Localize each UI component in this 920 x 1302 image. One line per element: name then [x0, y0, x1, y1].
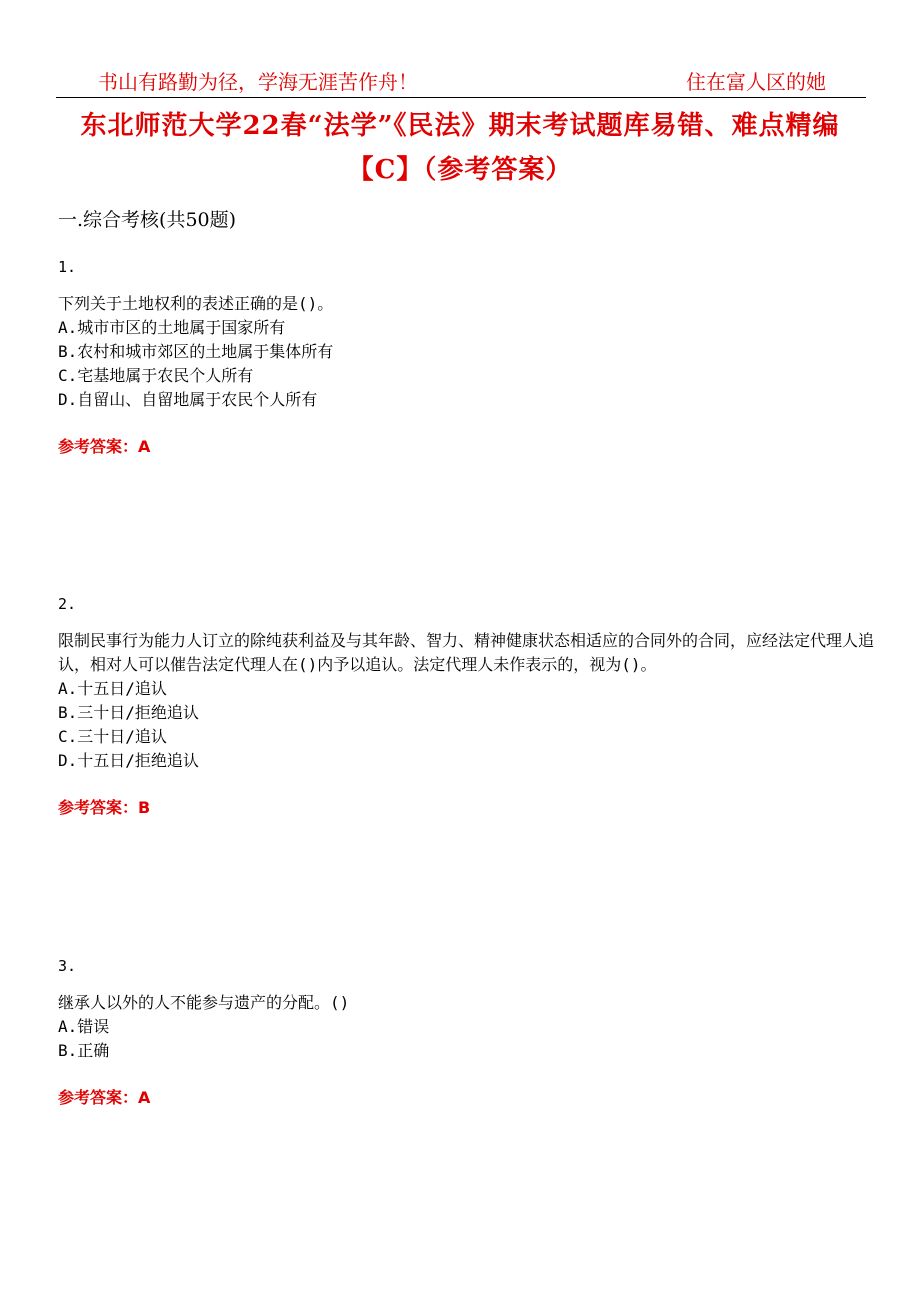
option-d: D.十五日/拒绝追认 [58, 751, 199, 770]
header-motto-left: 书山有路勤为径，学海无涯苦作舟！ [98, 70, 418, 94]
header-divider [56, 97, 866, 98]
answer-line [58, 434, 888, 457]
question-3 [58, 955, 888, 1108]
question-number: 3. [58, 957, 77, 975]
option-b: B.三十日/拒绝追认 [58, 703, 199, 722]
answer-value: B [138, 798, 151, 817]
answer-line [58, 1085, 888, 1108]
answer-value: A [138, 437, 151, 456]
answer-label: 参考答案： [58, 437, 139, 456]
option-a: A.错误 [58, 1017, 110, 1036]
document-title: 东北师范大学22春“法学”《民法》期末考试题库易错、难点精编【C】（参考答案） [80, 111, 840, 185]
question-stem: 下列关于土地权利的表述正确的是()。 [58, 294, 334, 313]
question-stem: 继承人以外的人不能参与遗产的分配。() [58, 993, 350, 1012]
question-2 [58, 593, 888, 818]
answer-label: 参考答案： [58, 798, 139, 817]
option-c: C.三十日/追认 [58, 727, 167, 746]
option-a: A.十五日/追认 [58, 679, 167, 698]
option-a: A.城市市区的土地属于国家所有 [58, 318, 286, 337]
option-b: B.正确 [58, 1041, 110, 1060]
answer-label: 参考答案： [58, 1088, 139, 1107]
question-number: 2. [58, 595, 77, 613]
question-stem: 限制民事行为能力人订立的除纯获利益及与其年龄、智力、精神健康状态相适应的合同外的合同，应经法定代理人追认，相对人可以催告法定代理人在()内予以追认。法定代理人未作表示的，视为()。 [58, 631, 875, 674]
option-d: D.自留山、自留地属于农民个人所有 [58, 390, 318, 409]
option-c: C.宅基地属于农民个人所有 [58, 366, 254, 385]
header-motto-right: 住在富人区的她 [686, 70, 826, 94]
answer-value: A [138, 1088, 151, 1107]
section-heading: 一.综合考核(共50题) [58, 209, 237, 231]
option-b: B.农村和城市郊区的土地属于集体所有 [58, 342, 334, 361]
answer-line [58, 795, 888, 818]
question-number: 1. [58, 258, 77, 276]
question-1 [58, 256, 888, 457]
